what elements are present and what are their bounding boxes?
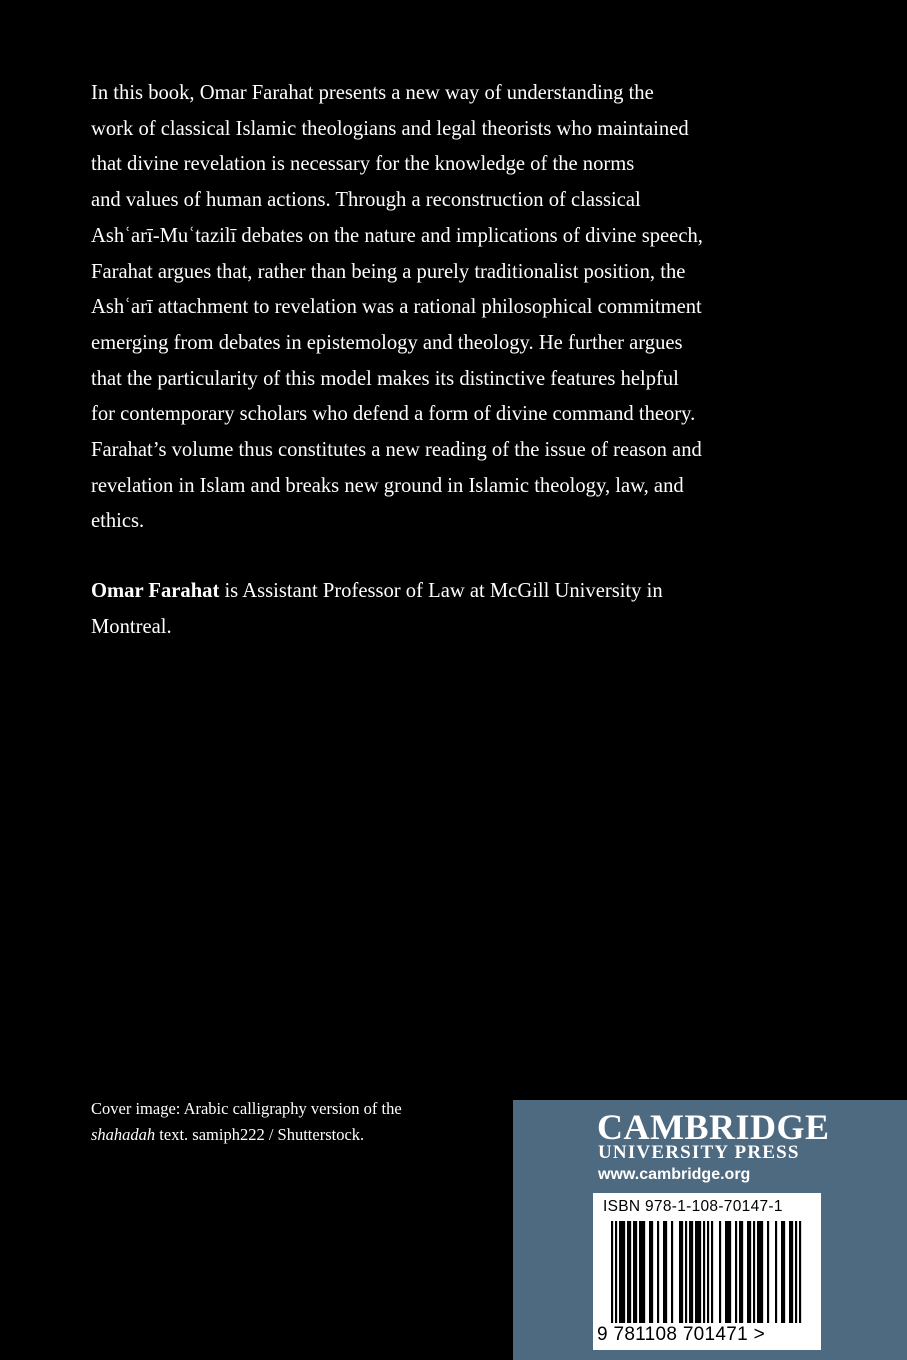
barcode-bar (735, 1221, 737, 1323)
barcode-bar (635, 1221, 637, 1323)
cover-image-credit (91, 1096, 491, 1148)
barcode-bar (699, 1221, 701, 1323)
barcode-bar (689, 1221, 691, 1323)
barcode-bar (639, 1221, 641, 1323)
barcode-bar (703, 1221, 705, 1323)
description-line: that the particularity of this model makes its distinctive features helpful (91, 367, 679, 390)
publisher-name: CAMBRIDGE (597, 1107, 830, 1147)
barcode-bar (725, 1221, 727, 1323)
barcode-bar (643, 1221, 645, 1323)
barcode (593, 1193, 821, 1350)
description-line: revelation in Islam and breaks new ground in Islamic theology, law, and (91, 474, 684, 497)
barcode-bar (729, 1221, 731, 1323)
author-name: Omar Farahat (91, 580, 220, 602)
description-line: Farahat’s volume thus constitutes a new reading of the issue of reason and (91, 439, 702, 462)
barcode-bar (789, 1221, 791, 1323)
bio-line (91, 574, 791, 610)
description-line: emerging from debates in epistemology and theology. He further argues (91, 331, 683, 354)
barcode-bar (697, 1221, 699, 1323)
barcode-bar (695, 1221, 697, 1323)
barcode-bar (707, 1221, 709, 1323)
barcode-bar (681, 1221, 683, 1323)
barcode-bar (633, 1221, 635, 1323)
barcode-bar (753, 1221, 755, 1323)
publisher-panel (513, 1100, 907, 1360)
barcode-bar (691, 1221, 693, 1323)
barcode-bar (623, 1221, 625, 1323)
barcode-bar (621, 1221, 623, 1323)
description-line: for contemporary scholars who defend a form of divine command theory. (91, 403, 696, 426)
publisher-subtitle: UNIVERSITY PRESS (598, 1142, 800, 1163)
description-line: Ashʿarī attachment to revelation was a rational philosophical commitment (91, 296, 702, 319)
publisher-url[interactable]: www.cambridge.org (598, 1166, 751, 1183)
barcode-bar (671, 1221, 673, 1323)
credit-line: Cover image: Arabic calligraphy version of the (91, 1099, 402, 1118)
barcode-bar (775, 1221, 777, 1323)
barcode-bar (615, 1221, 617, 1323)
barcode-bar (795, 1221, 797, 1323)
credit-line (91, 1122, 491, 1148)
description-line: that divine revelation is necessary for the knowledge of the norms (91, 153, 635, 176)
barcode-bar (663, 1221, 665, 1323)
description-line: Ashʿarī-Muʿtazilī debates on the nature and implications of divine speech, (91, 224, 703, 247)
barcode-bar (679, 1221, 681, 1323)
barcode-bar (727, 1221, 729, 1323)
barcode-bar (629, 1221, 631, 1323)
isbn-label: ISBN 978-1-108-70147-1 (603, 1198, 783, 1215)
description-line: Farahat argues that, rather than being a purely traditionalist position, the (91, 260, 686, 283)
barcode-bar (619, 1221, 621, 1323)
barcode-bar (749, 1221, 751, 1323)
bio-text: is Assistant Professor of Law at McGill University in (219, 580, 663, 602)
barcode-bar (649, 1221, 651, 1323)
barcode-bar (747, 1221, 749, 1323)
author-bio (91, 574, 791, 645)
barcode-bar (757, 1221, 759, 1323)
description-line: ethics. (91, 510, 145, 533)
barcode-bar (665, 1221, 667, 1323)
barcode-bar (783, 1221, 785, 1323)
bio-line: Montreal. (91, 615, 172, 638)
barcode-bar (791, 1221, 793, 1323)
barcode-bar (651, 1221, 653, 1323)
barcode-bar (741, 1221, 743, 1323)
description-line: work of classical Islamic theologians and legal theorists who maintained (91, 117, 689, 140)
barcode-bar (739, 1221, 741, 1323)
barcode-bar (611, 1221, 613, 1323)
credit-text: text. samiph222 / Shutterstock. (155, 1125, 365, 1144)
credit-italic-term: shahadah (91, 1125, 156, 1144)
barcode-bar (799, 1221, 801, 1323)
barcode-digits: 9 781108 701471 > (597, 1324, 765, 1345)
barcode-bar (685, 1221, 687, 1323)
barcode-bar (767, 1221, 769, 1323)
description-line: In this book, Omar Farahat presents a new way of understanding the (91, 82, 654, 104)
barcode-bar (711, 1221, 713, 1323)
barcode-bar (641, 1221, 643, 1323)
barcode-bar (627, 1221, 629, 1323)
book-description (91, 76, 791, 540)
barcode-bar (759, 1221, 761, 1323)
barcode-bar (761, 1221, 763, 1323)
barcode-bar (719, 1221, 721, 1323)
description-line: and values of human actions. Through a reconstruction of classical (91, 189, 641, 212)
barcode-bar (657, 1221, 659, 1323)
barcode-bar (781, 1221, 783, 1323)
